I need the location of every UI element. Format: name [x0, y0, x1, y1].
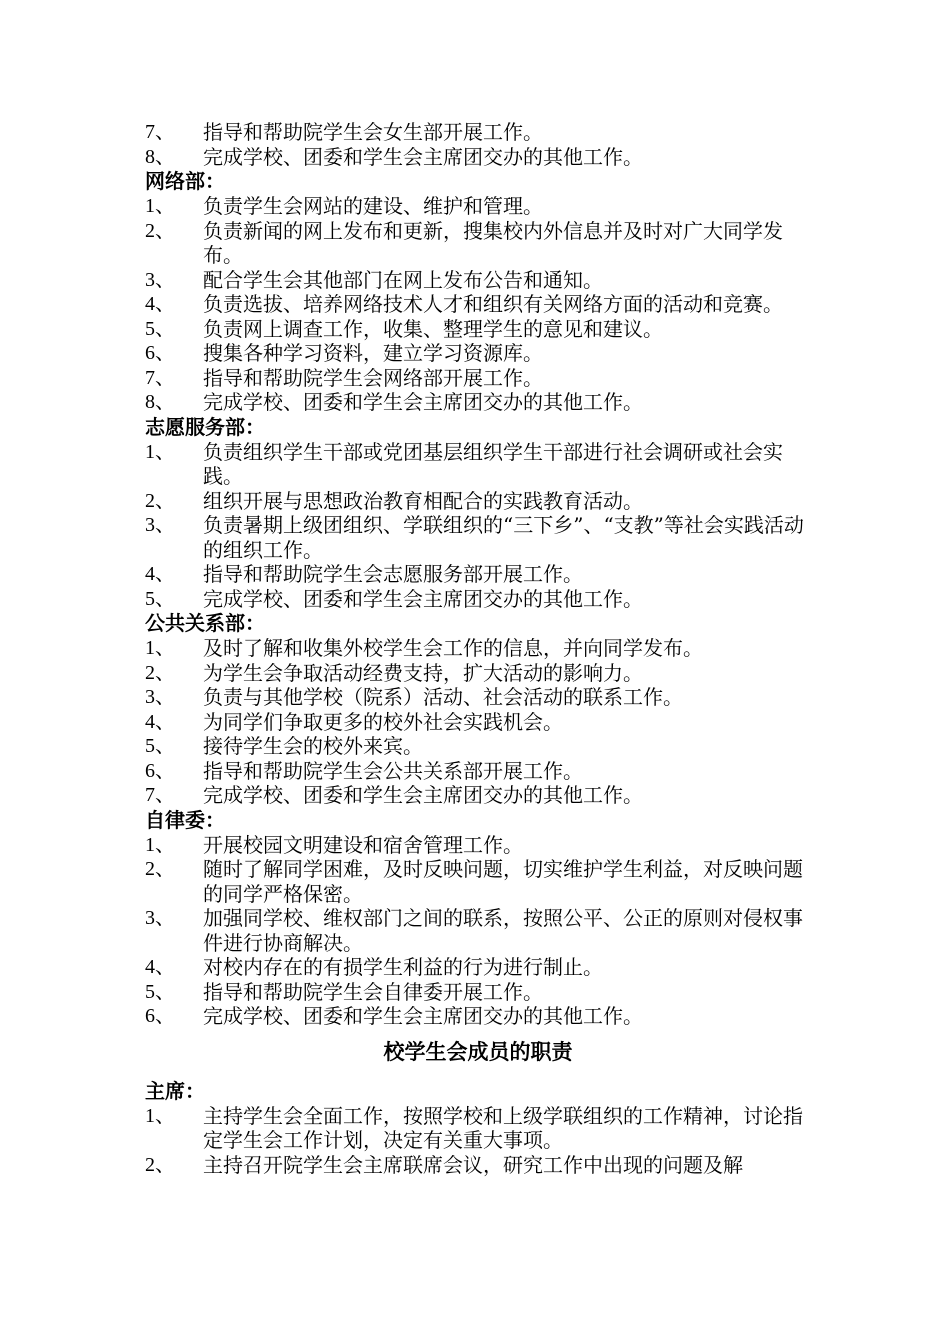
- section-heading: 志愿服务部：: [145, 414, 265, 439]
- list-item: [145, 636, 811, 661]
- item-text: 负责网上调查工作，收集、整理学生的意见和建议。: [203, 316, 663, 341]
- item-text: 及时了解和收集外校学生会工作的信息，并向同学发布。: [203, 636, 703, 660]
- item-number: 5、: [145, 317, 175, 340]
- list-item: [145, 685, 811, 710]
- list-item: [145, 759, 811, 784]
- list-item: [145, 661, 811, 686]
- list-item: [145, 341, 811, 366]
- item-number: 5、: [145, 980, 175, 1003]
- item-text: 指导和帮助院学生会志愿服务部开展工作。: [203, 562, 583, 586]
- item-text: 完成学校、团委和学生会主席团交办的其他工作。: [203, 1004, 643, 1028]
- list-item: [145, 1153, 811, 1178]
- item-text: 为学生会争取活动经费支持，扩大活动的影响力。: [203, 660, 643, 685]
- item-number: 5、: [145, 587, 175, 610]
- item-text: 完成学校、团委和学生会主席团交办的其他工作。: [203, 783, 643, 807]
- item-text: 指导和帮助院学生会网络部开展工作。: [203, 365, 543, 390]
- list-item: [145, 219, 811, 268]
- item-text: 指导和帮助院学生会自律委开展工作。: [203, 979, 543, 1004]
- list-item: [145, 857, 811, 906]
- item-text: 完成学校、团委和学生会主席团交办的其他工作。: [203, 390, 643, 414]
- item-text: 组织开展与思想政治教育相配合的实践教育活动。: [203, 488, 643, 513]
- item-number: 1、: [145, 637, 175, 659]
- item-number: 6、: [145, 759, 175, 782]
- list-item: [145, 783, 811, 808]
- chairman-section: [145, 1079, 811, 1178]
- item-text: 对校内存在的有损学生利益的行为进行制止。: [203, 955, 603, 979]
- item-text: 为同学们争取更多的校外社会实践机会。: [203, 709, 563, 734]
- item-text: 主持学生会全面工作，按照学校和上级学联组织的工作精神，讨论指定学生会工作计划，决定有关重大事项。: [203, 1103, 803, 1152]
- list-item: [145, 562, 811, 587]
- item-number: 2、: [145, 1153, 175, 1176]
- item-number: 3、: [145, 907, 175, 929]
- item-number: 1、: [145, 833, 175, 856]
- item-text: 指导和帮助院学生会公共关系部开展工作。: [203, 758, 583, 783]
- list-item: [145, 587, 811, 612]
- list-item: [145, 268, 811, 293]
- section-heading: 主席：: [145, 1078, 205, 1103]
- item-number: 4、: [145, 293, 175, 315]
- item-number: 2、: [145, 661, 175, 684]
- list-item: [145, 513, 811, 562]
- list-item: [145, 955, 811, 980]
- item-number: 7、: [145, 784, 175, 806]
- list-item: [145, 145, 811, 170]
- item-text: 配合学生会其他部门在网上发布公告和通知。: [203, 267, 603, 292]
- list-item: [145, 292, 811, 317]
- item-number: 6、: [145, 1005, 175, 1027]
- list-item: [145, 317, 811, 342]
- item-text: 接待学生会的校外来宾。: [203, 734, 423, 758]
- item-number: 4、: [145, 563, 175, 585]
- list-item: [145, 120, 811, 145]
- list-item: [145, 980, 811, 1005]
- item-number: 1、: [145, 195, 175, 217]
- item-text: 完成学校、团委和学生会主席团交办的其他工作。: [203, 144, 643, 169]
- item-number: 8、: [145, 145, 175, 168]
- item-number: 8、: [145, 391, 175, 413]
- list-item: [145, 194, 811, 219]
- item-number: 7、: [145, 366, 175, 389]
- item-number: 3、: [145, 268, 175, 291]
- item-number: 2、: [145, 858, 175, 880]
- department-sections: [145, 120, 811, 1029]
- list-item: [145, 734, 811, 759]
- list-item: [145, 833, 811, 858]
- item-number: 2、: [145, 219, 175, 242]
- item-number: 2、: [145, 489, 175, 512]
- item-text: 随时了解同学困难，及时反映问题，切实维护学生利益，对反映问题的同学严格保密。: [203, 857, 803, 906]
- list-item: [145, 489, 811, 514]
- item-text: 指导和帮助院学生会女生部开展工作。: [203, 120, 543, 144]
- item-number: 3、: [145, 514, 175, 536]
- item-text: 完成学校、团委和学生会主席团交办的其他工作。: [203, 586, 643, 611]
- section-title: 校学生会成员的职责: [383, 1039, 573, 1064]
- item-number: 4、: [145, 710, 175, 733]
- document-page: [145, 120, 811, 1177]
- list-item: [145, 906, 811, 955]
- list-item: [145, 366, 811, 391]
- item-text: 负责组织学生干部或党团基层组织学生干部进行社会调研或社会实践。: [203, 439, 783, 488]
- item-number: 4、: [145, 956, 175, 978]
- list-item: [145, 1004, 811, 1029]
- item-text: 加强同学校、维权部门之间的联系，按照公平、公正的原则对侵权事件进行协商解决。: [203, 906, 803, 955]
- item-number: 3、: [145, 686, 175, 708]
- list-item: [145, 1104, 811, 1153]
- section-heading: 网络部：: [145, 169, 225, 193]
- item-text: 开展校园文明建设和宿舍管理工作。: [203, 832, 523, 857]
- item-text: 搜集各种学习资料，建立学习资源库。: [203, 341, 543, 365]
- item-number: 1、: [145, 440, 175, 463]
- item-text: 负责选拔、培养网络技术人才和组织有关网络方面的活动和竞赛。: [203, 292, 783, 316]
- item-number: 5、: [145, 735, 175, 757]
- list-item: [145, 440, 811, 489]
- item-text: 主持召开院学生会主席联席会议，研究工作中出现的问题及解: [203, 1152, 743, 1177]
- item-number: 7、: [145, 121, 175, 143]
- item-text: 负责新闻的网上发布和更新，搜集校内外信息并及时对广大同学发布。: [203, 218, 783, 267]
- item-text: 负责学生会网站的建设、维护和管理。: [203, 194, 543, 218]
- section-heading: 自律委：: [145, 807, 225, 832]
- list-item: [145, 710, 811, 735]
- item-number: 6、: [145, 342, 175, 364]
- section-heading: 公共关系部：: [145, 611, 265, 635]
- item-text: 负责暑期上级团组织、学联组织的“三下乡”、“支教”等社会实践活动的组织工作。: [203, 513, 804, 562]
- list-item: [145, 390, 811, 415]
- item-number: 1、: [145, 1104, 175, 1127]
- item-text: 负责与其他学校（院系）活动、社会活动的联系工作。: [203, 685, 683, 709]
